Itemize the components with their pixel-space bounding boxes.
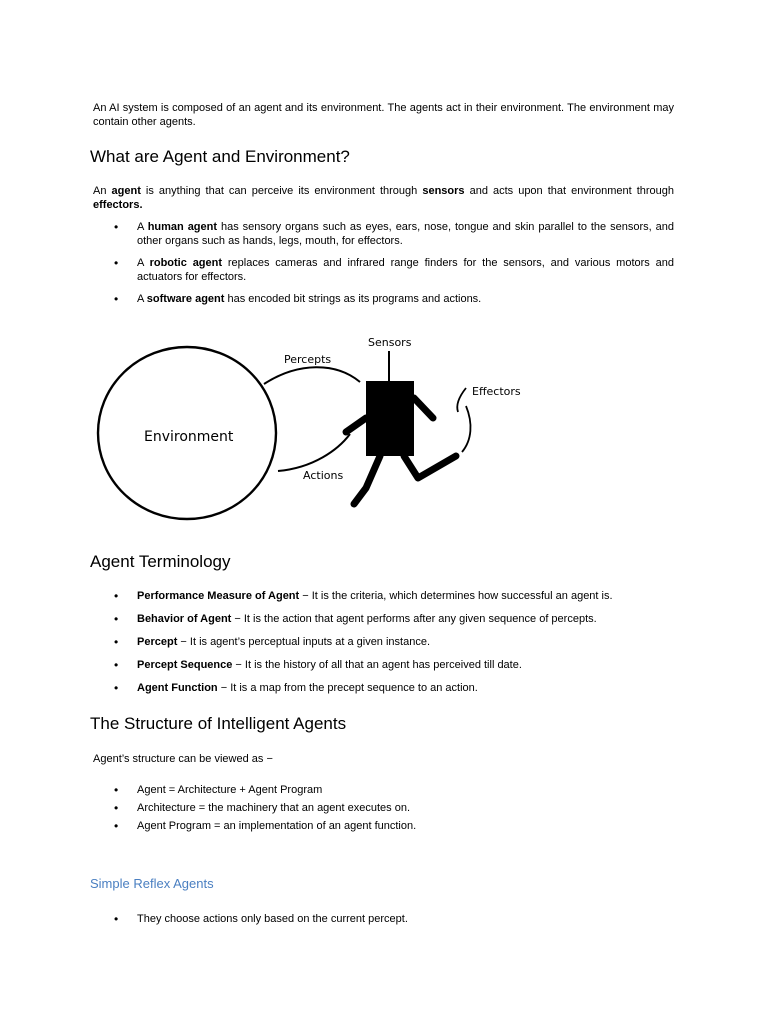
- list-item-robotic-agent: [0, 256, 674, 284]
- intro-paragraph: An AI system is composed of an agent and its environment. The agents act in their environment. The environment may contain other agents.: [93, 102, 674, 128]
- list-item-human-agent: [0, 220, 674, 248]
- agent-leg-right: [404, 456, 456, 478]
- bullet-prefix: A: [137, 293, 147, 305]
- bullet-term: human agent: [147, 221, 218, 233]
- heading-agent-environment: What are Agent and Environment?: [90, 147, 350, 166]
- bullet-term: robotic agent: [149, 257, 223, 269]
- term-agent: agent: [111, 185, 141, 197]
- bullet-text: has encoded bit strings as its programs and actions.: [224, 293, 482, 305]
- percepts-label: Percepts: [284, 353, 332, 366]
- bullet-text: has sensory organs such as eyes, ears, nose, tongue and skin parallel to the sensors, and other organs such as hands, legs, mouth, for effectors.: [137, 221, 674, 247]
- agent-arm-right: [414, 398, 433, 418]
- heading-simple-reflex-agents: Simple Reflex Agents: [90, 876, 214, 891]
- agent-body: [366, 381, 414, 456]
- list-item-architecture: • Architecture = the machinery that an agent executes on.: [0, 801, 674, 815]
- term-label: Percept Sequence: [137, 659, 233, 671]
- term-sensors: sensors: [422, 185, 465, 197]
- bullet-prefix: A: [137, 221, 148, 233]
- definition-text-3: and acts upon that environment through: [464, 185, 675, 197]
- list-item-agent-formula: • Agent = Architecture + Agent Program: [0, 783, 674, 797]
- actions-label: Actions: [303, 469, 344, 482]
- effectors-arc-top: [457, 388, 466, 412]
- term-description: − It is agent’s perceptual inputs at a given instance.: [177, 636, 431, 648]
- terminology-list: [0, 589, 768, 695]
- term-description: − It is the criteria, which determines how successful an agent is.: [299, 590, 613, 602]
- list-item-percept-sequence: [0, 658, 674, 672]
- sensors-label: Sensors: [368, 336, 412, 349]
- term-description: − It is the action that agent performs after any given sequence of percepts.: [231, 613, 597, 625]
- agent-types-list: [0, 220, 768, 306]
- agent-arm-left: [346, 418, 366, 432]
- effectors-arc-bottom: [462, 406, 471, 452]
- term-description: − It is the history of all that an agent has perceived till date.: [232, 659, 522, 671]
- agent-definition: [93, 184, 674, 212]
- structure-lead: Agent’s structure can be viewed as −: [93, 753, 273, 765]
- agent-environment-diagram: [88, 328, 538, 528]
- term-label: Behavior of Agent: [137, 613, 232, 625]
- percepts-arc: [264, 367, 360, 384]
- term-description: − It is a map from the precept sequence to an action.: [217, 682, 478, 694]
- environment-label: Environment: [144, 429, 234, 445]
- reflex-list: [0, 912, 768, 926]
- list-item-software-agent: [0, 292, 674, 306]
- term-effectors: effectors.: [93, 199, 143, 211]
- definition-text-1: An: [93, 185, 112, 197]
- actions-arc: [278, 434, 350, 471]
- effectors-label: Effectors: [472, 385, 521, 398]
- list-item-behavior: [0, 612, 674, 626]
- definition-text-2: is anything that can perceive its environment through: [140, 185, 423, 197]
- list-item-agent-program: • Agent Program = an implementation of an agent function.: [0, 819, 674, 833]
- list-item-percept: [0, 635, 674, 649]
- heading-agent-terminology: Agent Terminology: [90, 552, 231, 571]
- bullet-term: software agent: [146, 293, 225, 305]
- list-item-performance-measure: [0, 589, 674, 603]
- heading-structure: The Structure of Intelligent Agents: [90, 714, 347, 733]
- bullet-prefix: A: [137, 257, 150, 269]
- list-item-agent-function: [0, 681, 674, 695]
- list-item-reflex: • They choose actions only based on the current percept.: [0, 912, 674, 926]
- structure-list: [0, 783, 768, 833]
- term-label: Agent Function: [137, 682, 218, 694]
- bullet-text: replaces cameras and infrared range finders for the sensors, and various motors and actuators for effectors.: [137, 257, 674, 283]
- term-label: Percept: [137, 636, 178, 648]
- agent-leg-left: [354, 456, 380, 504]
- term-label: Performance Measure of Agent: [137, 590, 300, 602]
